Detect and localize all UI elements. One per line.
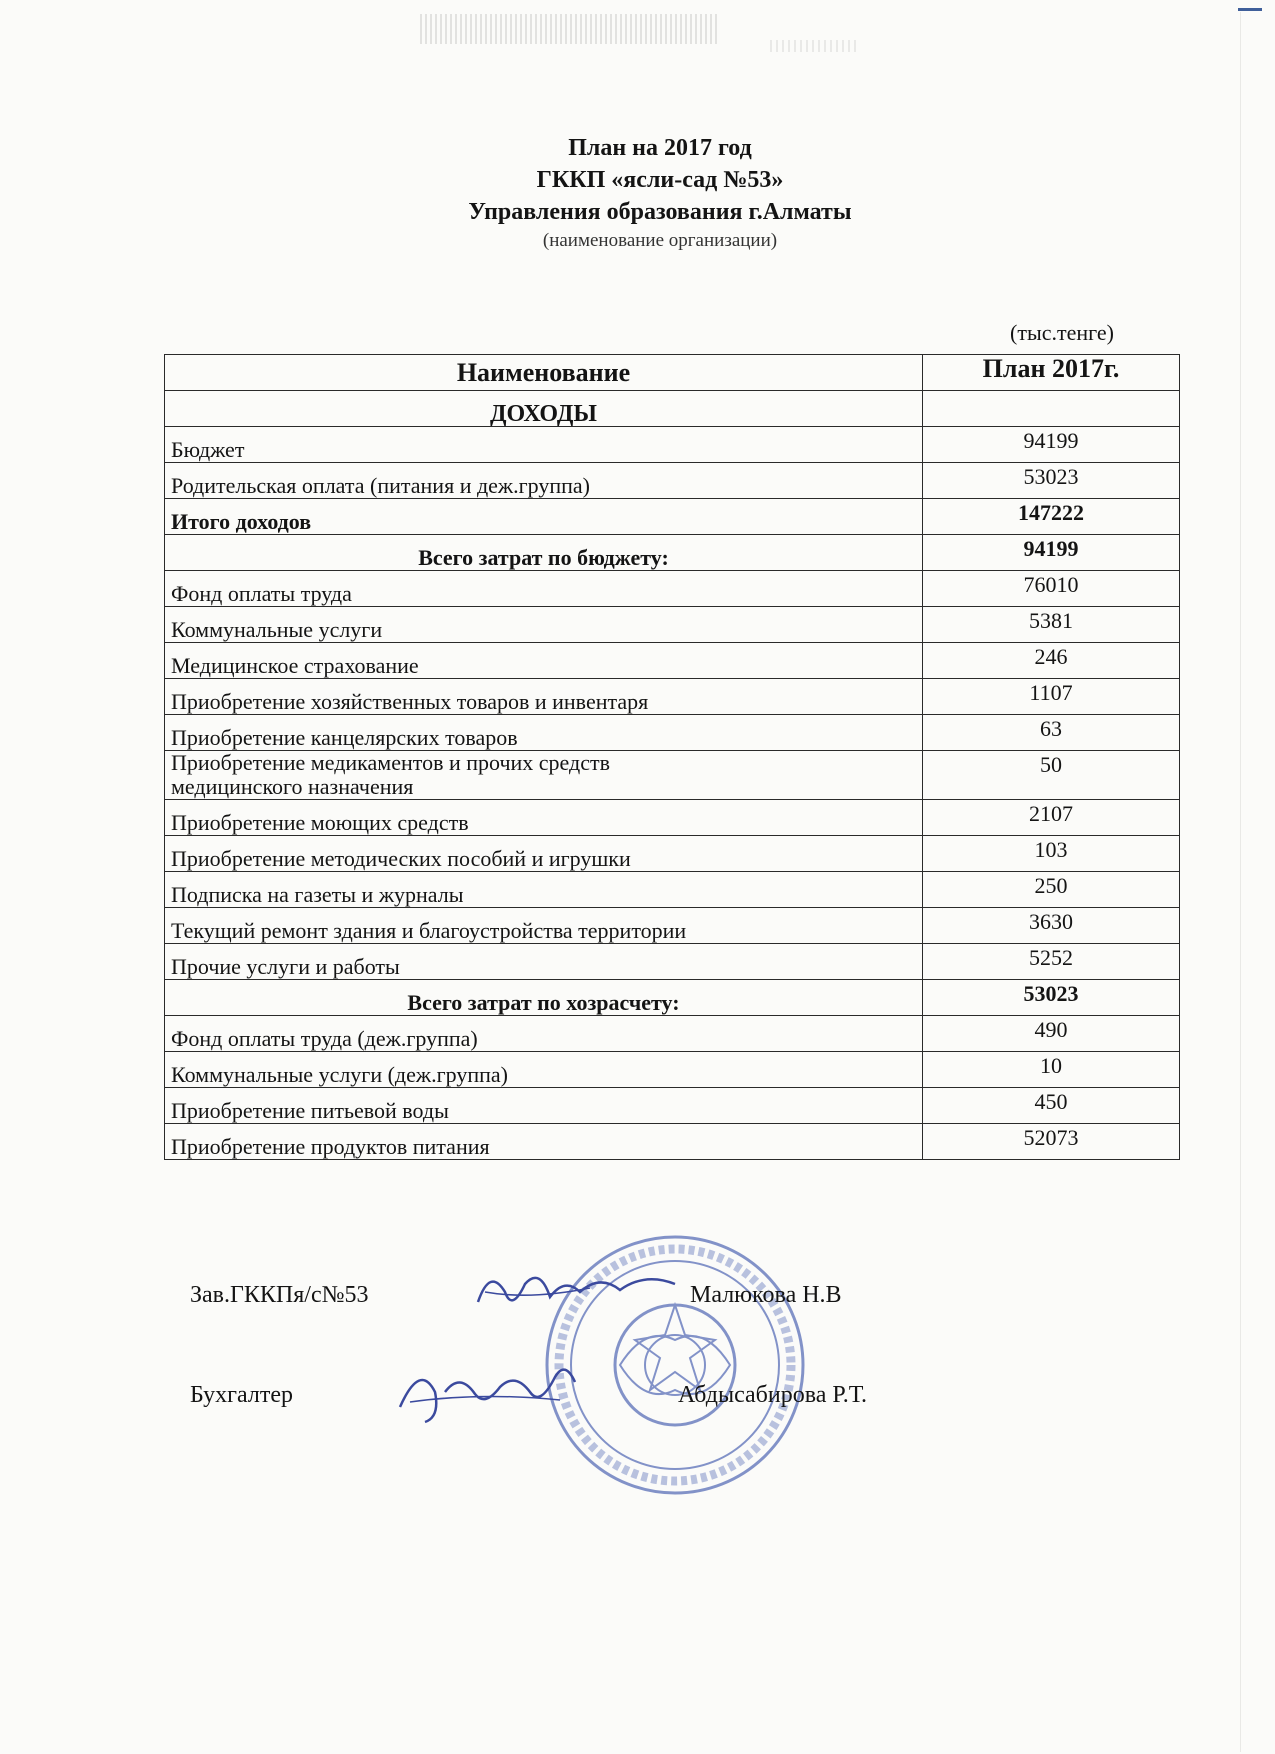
row-value: 450 <box>923 1088 1180 1124</box>
row-value: 76010 <box>923 571 1180 607</box>
director-signature <box>470 1262 690 1322</box>
accountant-role: Бухгалтер <box>190 1382 294 1408</box>
section-title: ДОХОДЫ <box>165 391 923 427</box>
column-header-name: Наименование <box>165 355 923 391</box>
table-row <box>165 679 1180 715</box>
row-name: Всего затрат по хозрасчету: <box>165 980 923 1016</box>
table-row <box>165 751 1180 800</box>
table-row <box>165 427 1180 463</box>
row-value: 246 <box>923 643 1180 679</box>
row-name: Прочие услуги и работы <box>165 944 923 980</box>
row-name: Родительская оплата (питания и деж.группа) <box>165 463 923 499</box>
row-name: Приобретение методических пособий и игрушки <box>165 836 923 872</box>
table-row <box>165 463 1180 499</box>
table-row <box>165 836 1180 872</box>
organization-caption: (наименование организации) <box>542 230 778 251</box>
scan-artifact <box>420 14 720 44</box>
table-row-selfsupport-subtotal <box>165 980 1180 1016</box>
row-value: 50 <box>923 751 1180 800</box>
row-name: Приобретение моющих средств <box>165 800 923 836</box>
row-name: Приобретение продуктов питания <box>165 1124 923 1160</box>
row-name: Приобретение хозяйственных товаров и инвентаря <box>165 679 923 715</box>
table-row <box>165 1016 1180 1052</box>
row-value: 94199 <box>923 427 1180 463</box>
section-value-empty <box>923 391 1180 427</box>
row-value: 52073 <box>923 1124 1180 1160</box>
row-name: Приобретение питьевой воды <box>165 1088 923 1124</box>
row-value: 5252 <box>923 944 1180 980</box>
table-row <box>165 1124 1180 1160</box>
row-value: 53023 <box>923 980 1180 1016</box>
page-edge-mark <box>1238 8 1262 11</box>
signatures-block <box>190 1282 1090 1442</box>
row-name: Медицинское страхование <box>165 643 923 679</box>
row-name-line2: медицинского назначения <box>171 774 414 799</box>
table-row <box>165 1088 1180 1124</box>
section-row-income <box>165 391 1180 427</box>
row-name: Подписка на газеты и журналы <box>165 872 923 908</box>
table-row <box>165 715 1180 751</box>
plan-title: План на 2017 год <box>568 135 752 161</box>
director-role: Зав.ГККПя/с№53 <box>190 1282 369 1308</box>
signature-stroke <box>485 1288 590 1295</box>
row-value: 490 <box>923 1016 1180 1052</box>
parent-organization: Управления образования г.Алматы <box>468 199 852 225</box>
scan-artifact <box>770 40 860 52</box>
row-name: Бюджет <box>165 427 923 463</box>
table-header-row <box>165 355 1180 391</box>
row-name: Коммунальные услуги <box>165 607 923 643</box>
row-value: 2107 <box>923 800 1180 836</box>
row-value: 10 <box>923 1052 1180 1088</box>
organization-name: ГККП «ясли-сад №53» <box>536 167 784 193</box>
row-name: Приобретение канцелярских товаров <box>165 715 923 751</box>
table-row-total-income <box>165 499 1180 535</box>
page-edge-line <box>1240 12 1241 1752</box>
row-value: 103 <box>923 836 1180 872</box>
row-name: Фонд оплаты труда <box>165 571 923 607</box>
row-name: Итого доходов <box>165 499 923 535</box>
row-name: Всего затрат по бюджету: <box>165 535 923 571</box>
row-value: 3630 <box>923 908 1180 944</box>
table-row <box>165 571 1180 607</box>
director-name: Малюкова Н.В <box>690 1282 842 1308</box>
row-name <box>165 751 923 800</box>
table-row-budget-subtotal <box>165 535 1180 571</box>
table-row <box>165 1052 1180 1088</box>
table-row <box>165 944 1180 980</box>
row-value: 94199 <box>923 535 1180 571</box>
row-value: 147222 <box>923 499 1180 535</box>
row-name-line1: Приобретение медикаментов и прочих средств <box>171 750 610 775</box>
column-header-plan: План 2017г. <box>923 355 1180 391</box>
plan-table <box>164 354 1180 1160</box>
accountant-signature <box>390 1352 590 1432</box>
row-value: 5381 <box>923 607 1180 643</box>
units-label: (тыс.тенге) <box>1010 320 1114 345</box>
document-header <box>250 132 1070 254</box>
row-name: Фонд оплаты труда (деж.группа) <box>165 1016 923 1052</box>
row-value: 1107 <box>923 679 1180 715</box>
table-row <box>165 872 1180 908</box>
row-value: 53023 <box>923 463 1180 499</box>
accountant-name: Абдысабирова Р.Т. <box>678 1382 867 1408</box>
table-row <box>165 800 1180 836</box>
table-row <box>165 643 1180 679</box>
row-value: 63 <box>923 715 1180 751</box>
table-row <box>165 607 1180 643</box>
row-name: Коммунальные услуги (деж.группа) <box>165 1052 923 1088</box>
row-name: Текущий ремонт здания и благоустройства территории <box>165 908 923 944</box>
row-value: 250 <box>923 872 1180 908</box>
table-row <box>165 908 1180 944</box>
